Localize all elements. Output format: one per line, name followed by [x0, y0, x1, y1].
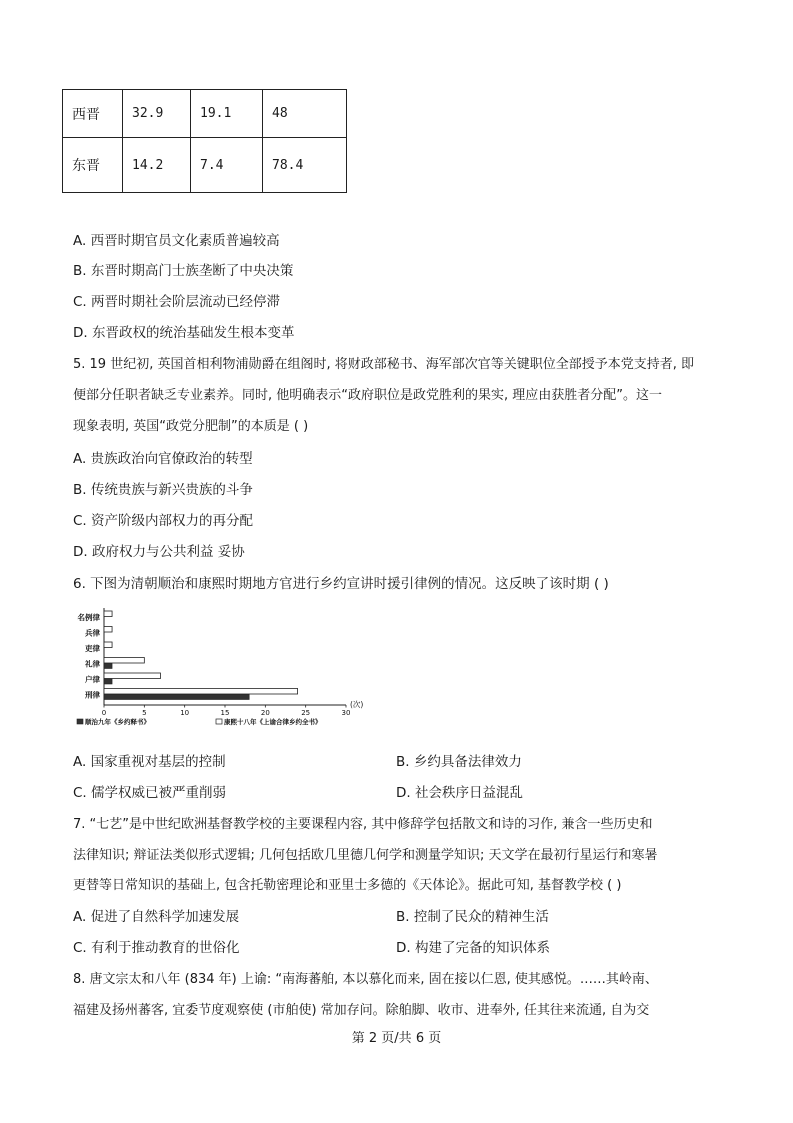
q6-option-d: D. 社会秩序日益混乱: [396, 785, 523, 801]
q8-stem-line-1: 8. 唐文宗太和八年 (834 年) 上谕: “南海蕃舶, 本以慕化而来, 固在接以仁恩, 使其感悦。……其岭南、: [73, 972, 658, 987]
category-label: 礼律: [85, 659, 100, 669]
table-row: [63, 138, 347, 193]
q7-stem-line-1: 7. “七艺”是中世纪欧洲基督教学校的主要课程内容, 其中修辞学包括散文和诗的习作, 兼含一些历史和: [73, 817, 653, 832]
q8-stem-line-2: 福建及扬州蕃客, 宜委节度观察使 (市舶使) 常加存问。除舶脚、收市、进奉外, 任其往来流通, 自为交: [73, 1003, 650, 1018]
q7-stem-line-3: 更替等日常知识的基础上, 包含托勒密理论和亚里士多德的《天体论》。据此可知, 基督教学校 ( ): [73, 878, 622, 893]
q7-option-a: A. 促进了自然科学加速发展: [73, 909, 240, 925]
x-axis-label: (次): [350, 700, 364, 709]
legend-label-1: 顺治九年《乡约释书》: [85, 718, 150, 726]
q4-option-c: C. 两晋时期社会阶层流动已经停滞: [73, 294, 281, 310]
q7-option-b: B. 控制了民众的精神生活: [396, 909, 549, 925]
q5-stem-line-2: 便部分任职者缺乏专业素养。同时, 他明确表示“政府职位是政党胜利的果实, 理应由获胜者分配”。这一: [73, 388, 662, 403]
category-label: 吏律: [85, 644, 100, 653]
legend-swatch-2: [216, 719, 222, 724]
page-footer: 第 2 页/共 6 页: [351, 1031, 442, 1046]
table-cell: 48: [263, 90, 347, 138]
category-label: 兵律: [85, 628, 100, 638]
q5-option-c: C. 资产阶级内部权力的再分配: [73, 513, 254, 529]
x-tick-label: 0: [101, 709, 107, 717]
q6-option-c: C. 儒学权威已被严重削弱: [73, 785, 227, 801]
q7-stem-line-2: 法律知识; 辩证法类似形式逻辑; 几何包括欧几里德几何学和测量学知识; 天文学在最初行星运行和寒暑: [73, 848, 658, 863]
q6-option-a: A. 国家重视对基层的控制: [73, 754, 226, 770]
category-label: 户律: [85, 675, 100, 684]
x-tick-label: 10: [180, 709, 190, 717]
x-tick-label: 25: [301, 709, 311, 717]
q7-option-d: D. 构建了完备的知识体系: [396, 940, 550, 956]
q5-option-b: B. 传统贵族与新兴贵族的斗争: [73, 482, 253, 498]
legend-swatch-1: [77, 719, 83, 724]
category-label: 刑律: [85, 690, 100, 700]
bar-series-2: [104, 627, 112, 633]
bar-series-2: [104, 658, 144, 664]
table-cell: 西晋: [63, 90, 123, 138]
q5-option-d: D. 政府权力与公共利益 妥协: [73, 544, 245, 560]
q6-option-b: B. 乡约具备法律效力: [396, 754, 522, 770]
legal-citation-chart: [66, 608, 366, 738]
q4-option-d: D. 东晋政权的统治基础发生根本变革: [73, 325, 295, 341]
x-tick-label: 5: [142, 709, 147, 717]
bar-series-1: [104, 694, 249, 700]
table-cell: 32.9: [123, 90, 191, 138]
x-tick-label: 30: [341, 709, 351, 717]
bar-series-1: [104, 663, 112, 669]
bar-series-2: [104, 689, 298, 695]
x-tick-label: 15: [220, 709, 230, 717]
bar-series-2: [104, 642, 112, 648]
category-label: 名例律: [77, 613, 100, 622]
table-cell: 14.2: [123, 138, 191, 193]
table-cell: 7.4: [191, 138, 263, 193]
q5-option-a: A. 贵族政治向官僚政治的转型: [73, 451, 253, 467]
table-cell: 19.1: [191, 90, 263, 138]
table-cell: 78.4: [263, 138, 347, 193]
bar-series-2: [104, 673, 160, 679]
q5-stem-line-3: 现象表明, 英国“政党分肥制”的本质是 ( ): [73, 419, 309, 434]
q4-option-b: B. 东晋时期高门士族垄断了中央决策: [73, 263, 294, 279]
q6-stem: 6. 下图为清朝顺治和康熙时期地方官进行乡约宣讲时援引律例的情况。这反映了该时期 ( ): [73, 576, 609, 592]
legend-label-2: 康熙十八年《上谕合律乡约全书》: [224, 718, 322, 726]
data-table: [62, 89, 347, 193]
table-cell: 东晋: [63, 138, 123, 193]
q5-stem-line-1: 5. 19 世纪初, 英国首相利物浦勋爵在组阁时, 将财政部秘书、海军部次官等关键职位全部授予本党支持者, 即: [73, 357, 695, 372]
x-tick-label: 20: [260, 709, 270, 717]
bar-series-2: [104, 611, 112, 617]
q7-option-c: C. 有利于推动教育的世俗化: [73, 940, 240, 956]
table-row: [63, 90, 347, 138]
bar-series-1: [104, 679, 112, 685]
q4-option-a: A. 西晋时期官员文化素质普遍较高: [73, 233, 280, 249]
